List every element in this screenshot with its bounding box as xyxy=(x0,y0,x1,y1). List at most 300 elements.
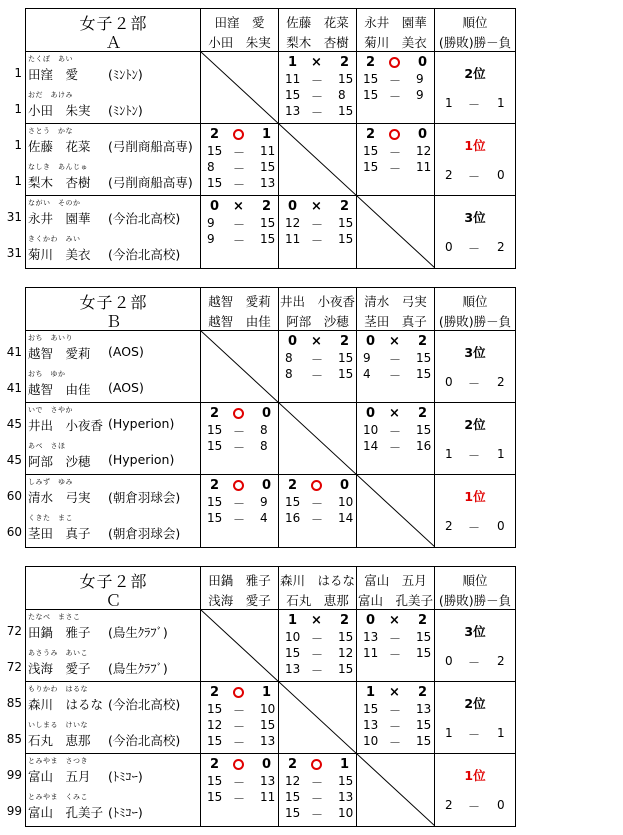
record-dash: － xyxy=(468,449,481,463)
column-header-team xyxy=(201,567,279,609)
score-own: 15 xyxy=(285,88,301,102)
group-title xyxy=(26,288,201,330)
record-wins: 0 xyxy=(445,240,453,254)
game-score xyxy=(357,160,434,175)
player-entry xyxy=(26,682,201,718)
seed-number: 72 xyxy=(6,660,22,674)
player-club: (Hyperion) xyxy=(108,452,175,467)
game-score xyxy=(201,439,278,454)
player-club: (鳥生ｸﾗﾌﾞ) xyxy=(108,661,168,676)
player-entry xyxy=(26,790,201,826)
rank-place: 2位 xyxy=(464,417,486,432)
score-dash: － xyxy=(311,234,324,248)
player-furigana: さとう かな xyxy=(28,127,73,135)
score-opp: 12 xyxy=(338,646,354,660)
games-won: 2 xyxy=(210,757,220,772)
diagonal-line xyxy=(201,52,279,124)
loss-cross-icon: × xyxy=(389,334,400,349)
player-name: 田窪 愛 xyxy=(28,67,79,82)
column-header-player: 永井 園華 xyxy=(364,15,427,30)
player-club: (今治北高校) xyxy=(108,697,181,712)
player-furigana: ながい そのか xyxy=(28,199,81,207)
seed-number: 72 xyxy=(6,624,22,638)
game-score xyxy=(279,646,356,661)
match-cell xyxy=(279,754,357,826)
player-entry xyxy=(26,367,201,403)
score-opp: 9 xyxy=(260,495,268,509)
score-opp: 11 xyxy=(260,144,276,158)
rank-cell xyxy=(435,754,515,826)
seed-number: 41 xyxy=(6,345,22,359)
match-result xyxy=(357,406,434,421)
score-own: 9 xyxy=(207,216,215,230)
game-score xyxy=(201,423,278,438)
score-dash: － xyxy=(233,441,246,455)
game-score xyxy=(357,72,434,87)
score-dash: － xyxy=(389,441,402,455)
win-circle-icon xyxy=(389,57,400,68)
score-dash: － xyxy=(311,808,324,822)
match-cell xyxy=(201,124,279,195)
win-circle-icon xyxy=(233,687,244,698)
player-furigana: きくかわ みい xyxy=(28,235,81,243)
score-opp: 8 xyxy=(260,423,268,437)
games-won: 1 xyxy=(288,55,298,70)
record-wins: 1 xyxy=(445,96,453,110)
score-own: 15 xyxy=(207,774,223,788)
match-cell xyxy=(357,124,435,195)
team-name-cell xyxy=(26,52,201,123)
record-losses: 2 xyxy=(497,654,505,668)
match-cell xyxy=(357,682,435,753)
match-result xyxy=(357,55,434,70)
diagonal-line xyxy=(357,754,435,826)
player-entry xyxy=(26,646,201,682)
game-score xyxy=(279,662,356,677)
score-own: 16 xyxy=(285,511,301,525)
player-name: 井出 小夜香 xyxy=(28,418,104,433)
record-wins: 1 xyxy=(445,447,453,461)
score-dash: － xyxy=(311,106,324,120)
player-club: (ﾐﾝﾄﾝ) xyxy=(108,103,143,118)
loss-cross-icon: × xyxy=(233,199,244,214)
column-header-player: 佐藤 花菜 xyxy=(286,15,349,30)
game-score xyxy=(279,351,356,366)
column-header-team xyxy=(201,9,279,51)
games-lost: 2 xyxy=(418,613,428,628)
player-furigana: おだ あけみ xyxy=(28,91,73,99)
score-opp: 8 xyxy=(338,88,346,102)
score-own: 10 xyxy=(285,630,301,644)
rank-cell xyxy=(435,475,515,547)
self-match-cell xyxy=(201,331,279,402)
record-dash: － xyxy=(468,521,481,535)
team-row xyxy=(14,52,515,124)
score-own: 15 xyxy=(207,439,223,453)
record-dash: － xyxy=(468,170,481,184)
seed-number: 31 xyxy=(6,246,22,260)
rank-place: 1位 xyxy=(464,138,486,153)
column-header-team xyxy=(279,288,357,330)
seed-number: 31 xyxy=(6,210,22,224)
player-name: 富山 五月 xyxy=(28,769,91,784)
game-score xyxy=(201,734,278,749)
score-own: 8 xyxy=(207,160,215,174)
score-opp: 15 xyxy=(260,216,276,230)
player-entry xyxy=(26,160,201,196)
player-club: (朝倉羽球会) xyxy=(108,490,181,505)
player-furigana: おち あいり xyxy=(28,334,73,342)
record-losses: 0 xyxy=(497,168,505,182)
player-club: (AOS) xyxy=(108,344,144,359)
player-club: (今治北高校) xyxy=(108,211,181,226)
player-entry xyxy=(26,475,201,511)
player-name: 梨木 杏樹 xyxy=(28,175,91,190)
seed-number: 45 xyxy=(6,453,22,467)
score-opp: 11 xyxy=(416,160,432,174)
game-score xyxy=(201,702,278,717)
diagonal-line xyxy=(357,475,435,547)
game-score xyxy=(201,774,278,789)
player-furigana: なしき あんじゅ xyxy=(28,163,88,171)
team-name-cell xyxy=(26,331,201,402)
score-dash: － xyxy=(389,720,402,734)
score-opp: 9 xyxy=(416,88,424,102)
column-header-team xyxy=(201,288,279,330)
games-lost: 2 xyxy=(340,334,350,349)
score-dash: － xyxy=(311,664,324,678)
games-lost: 0 xyxy=(262,757,272,772)
seed-number: 45 xyxy=(6,417,22,431)
game-score xyxy=(357,718,434,733)
match-result xyxy=(279,757,356,772)
self-match-cell xyxy=(279,682,357,753)
game-score xyxy=(279,774,356,789)
games-won: 1 xyxy=(288,613,298,628)
games-lost: 2 xyxy=(418,406,428,421)
team-name-cell xyxy=(26,610,201,681)
self-match-cell xyxy=(201,52,279,123)
game-score xyxy=(201,495,278,510)
game-score xyxy=(201,790,278,805)
player-name: 佐藤 花菜 xyxy=(28,139,91,154)
team-name-cell xyxy=(26,682,201,753)
record-dash: － xyxy=(468,800,481,814)
rank-place: 2位 xyxy=(464,696,486,711)
rank-cell xyxy=(435,331,515,402)
game-score xyxy=(357,702,434,717)
player-name: 菊川 美衣 xyxy=(28,247,91,262)
player-furigana: あさうみ あいこ xyxy=(28,649,88,657)
games-won: 2 xyxy=(288,757,298,772)
games-lost: 0 xyxy=(418,55,428,70)
record-losses: 2 xyxy=(497,375,505,389)
rank-cell xyxy=(435,682,515,753)
column-header-team xyxy=(357,9,435,51)
match-cell xyxy=(279,610,357,681)
match-cell xyxy=(201,196,279,268)
rank-cell xyxy=(435,610,515,681)
column-header-team xyxy=(279,567,357,609)
rank-cell xyxy=(435,403,515,474)
score-opp: 15 xyxy=(416,423,432,437)
score-dash: － xyxy=(233,513,246,527)
self-match-cell xyxy=(357,196,435,268)
record-wins: 2 xyxy=(445,519,453,533)
record-wins: 0 xyxy=(445,375,453,389)
player-entry xyxy=(26,88,201,124)
score-own: 15 xyxy=(285,790,301,804)
diagonal-stroke xyxy=(357,475,435,547)
match-result xyxy=(357,334,434,349)
diagonal-stroke xyxy=(201,331,279,403)
score-opp: 13 xyxy=(416,702,432,716)
score-own: 13 xyxy=(285,104,301,118)
game-score xyxy=(279,72,356,87)
table-header xyxy=(26,9,515,52)
match-result xyxy=(357,685,434,700)
games-won: 2 xyxy=(288,478,298,493)
player-club: (Hyperion) xyxy=(108,416,175,431)
player-furigana: おち ゆか xyxy=(28,370,66,378)
self-match-cell xyxy=(279,403,357,474)
score-opp: 15 xyxy=(338,351,354,365)
score-opp: 15 xyxy=(338,232,354,246)
game-score xyxy=(201,216,278,231)
score-own: 11 xyxy=(363,646,379,660)
player-club: (鳥生ｸﾗﾌﾞ) xyxy=(108,625,168,640)
score-own: 12 xyxy=(285,216,301,230)
game-score xyxy=(357,367,434,382)
game-score xyxy=(279,216,356,231)
column-header-player: 浅海 愛子 xyxy=(208,593,271,608)
player-club: (ﾄﾐｺｰ) xyxy=(108,769,143,784)
match-cell xyxy=(357,331,435,402)
match-result xyxy=(357,127,434,142)
player-furigana: たなべ まさこ xyxy=(28,613,81,621)
games-won: 2 xyxy=(210,406,220,421)
column-header-player: 田鍋 雅子 xyxy=(208,573,271,588)
match-result xyxy=(201,406,278,421)
column-header-player: 小田 朱実 xyxy=(208,35,271,50)
games-won: 0 xyxy=(366,613,376,628)
score-own: 12 xyxy=(207,718,223,732)
score-own: 15 xyxy=(285,806,301,820)
score-opp: 8 xyxy=(260,439,268,453)
score-opp: 15 xyxy=(338,774,354,788)
games-won: 0 xyxy=(288,334,298,349)
score-own: 10 xyxy=(363,423,379,437)
record-losses: 0 xyxy=(497,798,505,812)
game-score xyxy=(357,630,434,645)
score-opp: 15 xyxy=(338,104,354,118)
score-opp: 14 xyxy=(338,511,354,525)
score-own: 13 xyxy=(363,630,379,644)
games-lost: 2 xyxy=(340,199,350,214)
score-dash: － xyxy=(233,146,246,160)
column-header-player: 越智 愛莉 xyxy=(208,294,271,309)
rank-header-label: 順位 xyxy=(462,573,488,588)
score-dash: － xyxy=(233,776,246,790)
game-score xyxy=(201,232,278,247)
record-wins: 0 xyxy=(445,654,453,668)
match-result xyxy=(201,199,278,214)
player-entry xyxy=(26,511,201,547)
match-result xyxy=(357,613,434,628)
team-row xyxy=(14,124,515,196)
games-lost: 1 xyxy=(340,757,350,772)
loss-cross-icon: × xyxy=(389,613,400,628)
team-row xyxy=(6,403,515,475)
game-score xyxy=(279,367,356,382)
player-furigana: とみやま さつき xyxy=(28,757,88,765)
match-result xyxy=(279,613,356,628)
games-won: 0 xyxy=(210,199,220,214)
match-result xyxy=(279,478,356,493)
game-score xyxy=(357,646,434,661)
column-header-player: 富山 五月 xyxy=(364,573,427,588)
player-name: 富山 孔美子 xyxy=(28,805,104,820)
player-entry xyxy=(26,196,201,232)
match-cell xyxy=(201,475,279,547)
score-own: 11 xyxy=(285,72,301,86)
diagonal-line xyxy=(279,124,357,196)
team-row xyxy=(6,610,515,682)
rank-cell xyxy=(435,52,515,123)
score-opp: 10 xyxy=(260,702,276,716)
seed-number: 1 xyxy=(14,138,22,152)
match-result xyxy=(201,685,278,700)
column-header-player: 茎田 真子 xyxy=(364,314,427,329)
player-name: 小田 朱実 xyxy=(28,103,91,118)
seed-number: 99 xyxy=(6,768,22,782)
diagonal-stroke xyxy=(357,754,435,826)
score-own: 15 xyxy=(363,702,379,716)
score-own: 13 xyxy=(363,718,379,732)
match-cell xyxy=(357,610,435,681)
score-dash: － xyxy=(389,425,402,439)
match-cell xyxy=(279,52,357,123)
games-lost: 2 xyxy=(418,685,428,700)
score-own: 4 xyxy=(363,367,371,381)
rank-header xyxy=(435,9,515,51)
score-own: 9 xyxy=(207,232,215,246)
score-opp: 15 xyxy=(416,646,432,660)
score-dash: － xyxy=(311,776,324,790)
player-entry xyxy=(26,754,201,790)
score-own: 15 xyxy=(207,144,223,158)
games-won: 0 xyxy=(366,406,376,421)
seed-number: 60 xyxy=(6,489,22,503)
games-won: 0 xyxy=(288,199,298,214)
column-header-player: 富山 孔美子 xyxy=(357,593,433,608)
games-lost: 1 xyxy=(262,685,272,700)
team-row xyxy=(6,196,515,268)
match-result xyxy=(201,478,278,493)
game-score xyxy=(357,439,434,454)
team-row xyxy=(6,754,515,826)
column-header-player: 梨木 杏樹 xyxy=(286,35,349,50)
player-name: 茎田 真子 xyxy=(28,526,91,541)
player-name: 越智 由佳 xyxy=(28,382,91,397)
win-circle-icon xyxy=(233,408,244,419)
score-dash: － xyxy=(311,353,324,367)
team-name-cell xyxy=(26,403,201,474)
game-score xyxy=(279,495,356,510)
score-opp: 16 xyxy=(416,439,432,453)
player-furigana: もりかわ はるな xyxy=(28,685,88,693)
rank-place: 1位 xyxy=(464,768,486,783)
score-opp: 15 xyxy=(416,630,432,644)
score-opp: 15 xyxy=(338,630,354,644)
score-own: 15 xyxy=(207,495,223,509)
loss-cross-icon: × xyxy=(311,334,322,349)
match-result xyxy=(279,55,356,70)
score-own: 15 xyxy=(207,790,223,804)
rank-cell xyxy=(435,196,515,268)
games-lost: 0 xyxy=(262,478,272,493)
match-result xyxy=(279,199,356,214)
score-own: 15 xyxy=(207,176,223,190)
score-dash: － xyxy=(311,90,324,104)
score-opp: 15 xyxy=(260,160,276,174)
score-dash: － xyxy=(311,792,324,806)
player-name: 浅海 愛子 xyxy=(28,661,91,676)
games-won: 0 xyxy=(366,334,376,349)
score-opp: 15 xyxy=(338,216,354,230)
group-table-c xyxy=(6,566,516,827)
record-dash: － xyxy=(468,242,481,256)
score-opp: 15 xyxy=(338,367,354,381)
player-furigana: いしまる けいな xyxy=(28,721,88,729)
games-won: 2 xyxy=(366,55,376,70)
games-won: 2 xyxy=(366,127,376,142)
score-opp: 11 xyxy=(260,790,276,804)
score-dash: － xyxy=(233,425,246,439)
game-score xyxy=(279,88,356,103)
team-name-cell xyxy=(26,124,201,195)
player-name: 永井 園華 xyxy=(28,211,91,226)
score-own: 9 xyxy=(363,351,371,365)
player-entry xyxy=(26,610,201,646)
column-header-player: 越智 由佳 xyxy=(208,314,271,329)
diagonal-line xyxy=(279,682,357,754)
team-name-cell xyxy=(26,196,201,268)
player-club: (今治北高校) xyxy=(108,733,181,748)
match-cell xyxy=(279,331,357,402)
games-won: 2 xyxy=(210,127,220,142)
score-dash: － xyxy=(233,704,246,718)
seed-number: 1 xyxy=(14,102,22,116)
game-score xyxy=(279,790,356,805)
win-circle-icon xyxy=(311,480,322,491)
game-score xyxy=(279,630,356,645)
group-label: Ｃ xyxy=(105,591,122,610)
diagonal-stroke xyxy=(279,682,357,754)
score-own: 15 xyxy=(363,160,379,174)
game-score xyxy=(357,88,434,103)
rank-header xyxy=(435,288,515,330)
player-entry xyxy=(26,439,201,475)
score-dash: － xyxy=(389,74,402,88)
table-header xyxy=(26,288,515,331)
score-opp: 13 xyxy=(260,774,276,788)
table-header xyxy=(26,567,515,610)
record-dash: － xyxy=(468,377,481,391)
diagonal-line xyxy=(201,610,279,682)
player-name: 森川 はるな xyxy=(28,697,104,712)
games-won: 2 xyxy=(210,478,220,493)
